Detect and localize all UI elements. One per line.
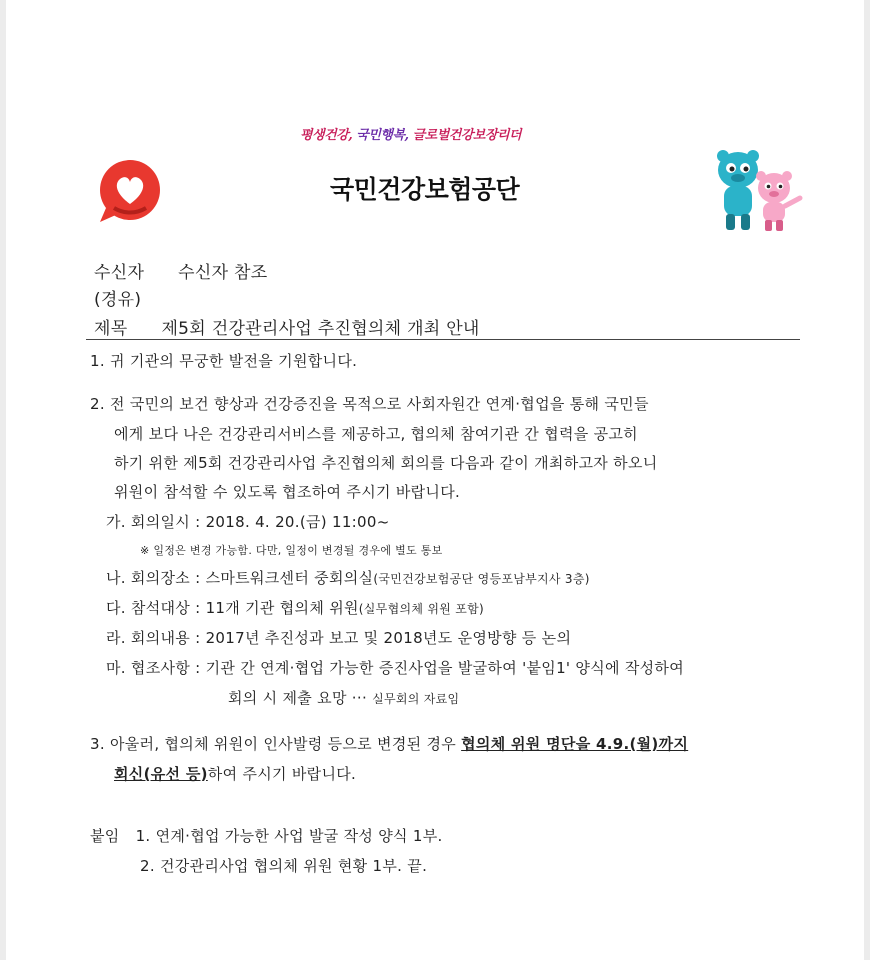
item-meeting-place xyxy=(106,567,590,588)
paragraph-3-closing: 하여 주시기 바랍니다. xyxy=(207,765,357,783)
subject-divider xyxy=(86,339,800,340)
item-cooperation-line-1: 마. 협조사항 : 기관 간 연계·협업 가능한 증진사업을 발굴하여 '붙임1' 양식에 작성하여 xyxy=(106,659,685,677)
item-cooperation-note: 실무회의 자료임 xyxy=(372,692,460,706)
slogan-part-1: 평생건강, xyxy=(300,128,353,143)
item-cooperation-text: 회의 시 제출 요망 ··· xyxy=(228,689,373,707)
paragraph-3-text: 3. 아울러, 협의체 위원이 인사발령 등으로 변경된 경우 xyxy=(90,735,462,753)
slogan-part-3: 글로벌건강보장리더 xyxy=(412,128,522,143)
organization-title: 국민건강보험공단 xyxy=(330,175,520,204)
paragraph-2-line-3: 하기 위한 제5회 건강관리사업 추진협의체 회의를 다음과 같이 개최하고자 하오니 xyxy=(114,454,658,472)
paragraph-3-line-2 xyxy=(114,763,356,784)
item-meeting-place-text: 나. 회의장소 : 스마트워크센터 중회의실 xyxy=(106,569,374,587)
item-attendees-text: 다. 참석대상 : 11개 기관 협의체 위원 xyxy=(106,599,359,617)
slogan xyxy=(300,124,521,143)
subject-label: 제목 xyxy=(94,319,128,339)
recipient-label: 수신자 xyxy=(94,263,145,283)
paragraph-3-emphasis-1: 협의체 위원 명단을 4.9.(월)까지 xyxy=(461,735,689,753)
heart-speech-logo-icon xyxy=(96,158,164,226)
paragraph-2-line-1: 2. 전 국민의 보건 향상과 건강증진을 목적으로 사회자원간 연계·협업을 통해 국민들 xyxy=(90,395,649,413)
attachment-row-1 xyxy=(90,825,443,846)
recipient-row xyxy=(94,258,268,283)
document-page xyxy=(6,0,864,960)
item-meeting-date: 가. 회의일시 : 2018. 4. 20.(금) 11:00~ xyxy=(106,513,390,531)
item-meeting-place-detail: (국민건강보험공단 영등포남부지사 3층) xyxy=(373,572,590,586)
attachment-item-1: 1. 연계·협업 가능한 사업 발굴 작성 양식 1부. xyxy=(135,827,443,845)
paragraph-2-line-4: 위원이 참석할 수 있도록 협조하여 주시기 바랍니다. xyxy=(114,483,461,501)
item-agenda: 라. 회의내용 : 2017년 추진성과 보고 및 2018년도 운영방향 등 논의 xyxy=(106,629,572,647)
via-label: (경유) xyxy=(94,290,142,310)
item-attendees xyxy=(106,597,484,618)
item-cooperation-line-2 xyxy=(228,687,459,708)
recipient-value: 수신자 참조 xyxy=(178,263,268,283)
attachment-item-2: 2. 건강관리사업 협의체 위원 현황 1부. 끝. xyxy=(140,857,428,875)
slogan-part-2: 국민행복, xyxy=(356,128,409,143)
paragraph-1: 1. 귀 기관의 무궁한 발전을 기원합니다. xyxy=(90,352,358,370)
paragraph-2-line-2: 에게 보다 나은 건강관리서비스를 제공하고, 협의체 참여기관 간 협력을 공고히 xyxy=(114,425,638,443)
item-meeting-date-note: ※ 일정은 변경 가능함. 다만, 일정이 변경될 경우에 별도 통보 xyxy=(140,544,443,557)
attachments-label: 붙임 xyxy=(90,827,120,845)
mascot-characters-icon xyxy=(710,148,804,234)
item-attendees-detail: (실무협의체 위원 포함) xyxy=(358,602,485,616)
paragraph-3-emphasis-2: 회신(유선 등) xyxy=(114,765,208,783)
paragraph-3-line-1 xyxy=(90,733,688,754)
subject-value: 제5회 건강관리사업 추진협의체 개최 안내 xyxy=(161,319,480,339)
subject-row xyxy=(94,314,480,339)
